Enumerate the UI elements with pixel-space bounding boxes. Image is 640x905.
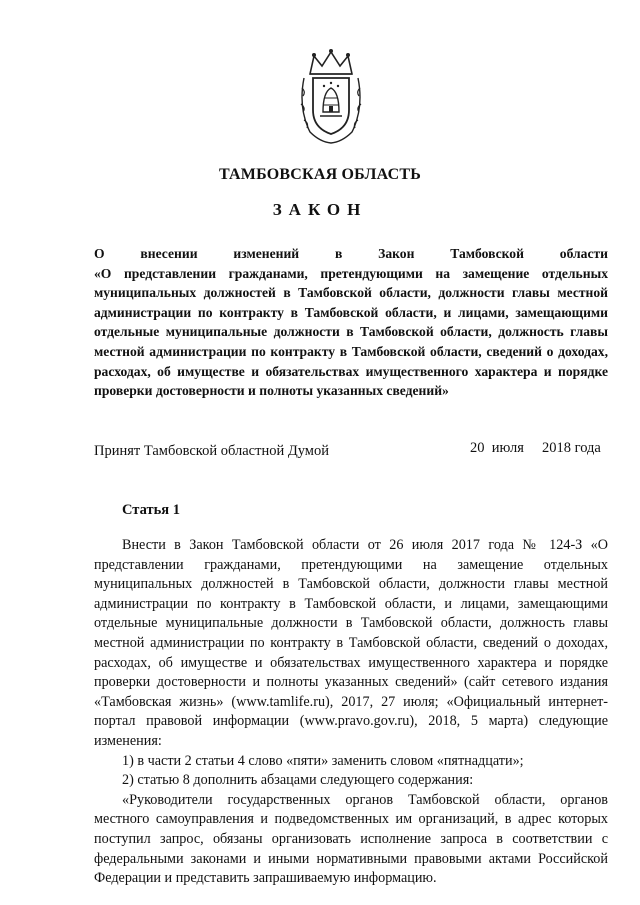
article-heading: Статья 1 <box>122 502 180 518</box>
document-type: ЗАКОН <box>272 200 368 219</box>
article-paragraph: «Руководители государственных органов Тамбовской области, органов местного самоуправления и подведомственных им организаций, в адрес которых поступил запрос, обязаны организовать исполнение запроса в соответствии с федеральными законами и иными нормативными правовыми актами Российской Федерации и представить запрашиваемую информацию. <box>94 791 608 887</box>
law-title-rest: «О представлении гражданами, претендующими на замещение отдельных муниципальных должностей в Тамбовской области, должности главы местной администрации по контракту в Тамбовской области, и лицами, замещающими отдельные муниципальные должности в Тамбовской области, должность главы местной администрации по контракту в Тамбовской области, сведений о доходах, расходах, об имуществе и обязательствах имущественного характера и порядке проверки достоверности и полноты указанных сведений» <box>94 265 608 399</box>
adoption-date: 20 июля 2018 года <box>470 440 601 456</box>
adoption-statement: Принят Тамбовской областной Думой <box>94 443 329 459</box>
tambov-coat-of-arms-icon <box>296 48 366 144</box>
law-title-first-line: О внесении изменений в Закон Тамбовской области <box>94 246 608 261</box>
article-paragraph: Внести в Закон Тамбовской области от 26 июля 2017 года № 124-З «О представлении гражданами, претендующими на замещение отдельных муниципальных должностей в Тамбовской области, должности главы местной администрации по контракту в Тамбовской области, и лицами, замещающими отдельные муниципальные должности в Тамбовской области, должность главы местной администрации по контракту в Тамбовской области, сведений о доходах, расходах, об имуществе и обязательствах имущественного характера и порядке проверки достоверности и полноты указанных сведений» (сайт сетевого издания «Тамбовская жизнь» (www.tamlife.ru), 2017, 27 июля; «Официальный интернет-портал правовой информации (www.pravo.gov.ru), 2018, 5 марта) следующие изменения: <box>94 537 608 749</box>
article-paragraph: 2) статью 8 дополнить абзацами следующего содержания: <box>122 772 474 789</box>
law-title <box>94 244 608 401</box>
region-name: ТАМБОВСКАЯ ОБЛАСТЬ <box>218 166 422 183</box>
article-body <box>94 536 608 889</box>
article-paragraph: 1) в части 2 статьи 4 слово «пяти» заменить словом «пятнадцати»; <box>122 752 524 769</box>
